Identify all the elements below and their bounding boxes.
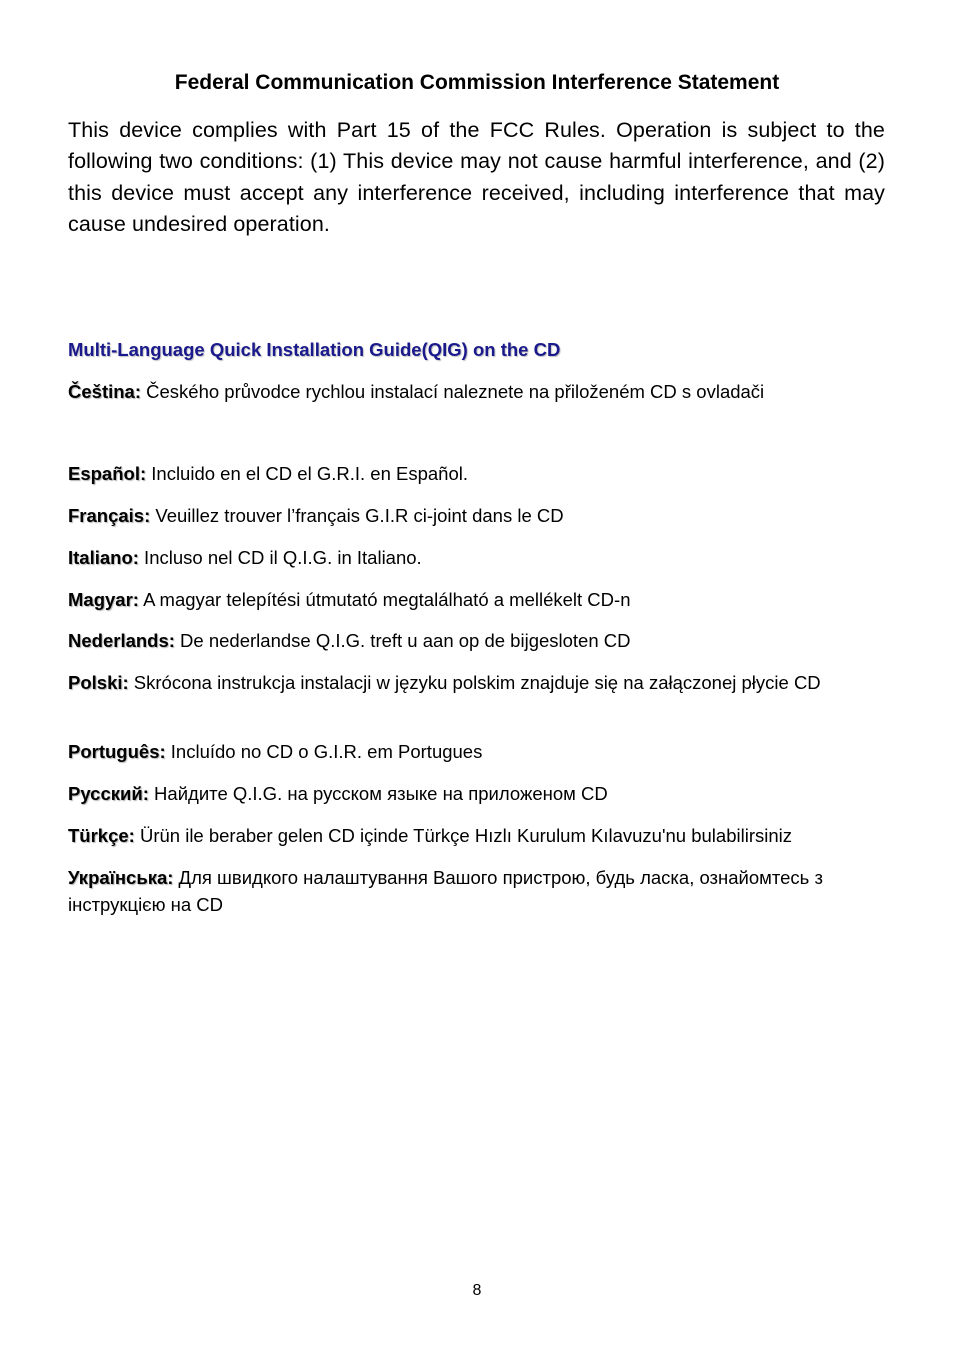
lang-text: Incluso nel CD il Q.I.G. in Italiano.	[138, 547, 422, 568]
lang-entry-ukrainian	[68, 864, 888, 918]
lang-name: Nederlands:	[68, 630, 175, 651]
lang-name: Magyar:	[68, 589, 139, 610]
lang-entry-portuguese	[68, 738, 888, 765]
lang-text: Skrócona instrukcja instalacji w języku polskim znajduje się na załączonej płycie CD	[128, 672, 821, 693]
lang-name: Italiano:	[68, 547, 139, 568]
lang-entry-french	[68, 502, 888, 529]
lang-text: Найдите Q.I.G. на русском языке на приложеном CD	[148, 783, 608, 804]
lang-name: Español:	[68, 463, 147, 484]
lang-entry-dutch	[68, 627, 888, 654]
lang-entry-russian	[68, 780, 888, 807]
lang-text: Veuillez trouver l’français G.I.R ci-joint dans le CD	[150, 505, 564, 526]
fcc-statement-title: Federal Communication Commission Interference Statement	[174, 71, 780, 94]
lang-entry-polish	[68, 669, 888, 696]
lang-text: A magyar telepítési útmutató megtalálható a mellékelt CD-n	[138, 589, 631, 610]
lang-entry-italian	[68, 544, 888, 571]
lang-name: Українська:	[68, 867, 174, 888]
lang-name: Русский:	[68, 783, 149, 804]
lang-text: Для швидкого налаштування Вашого пристрою, будь ласка, ознайомтесь з інструкцією на CD	[68, 867, 823, 915]
fcc-statement-body: This device complies with Part 15 of the FCC Rules. Operation is subject to the following two conditions: (1) This device may not cause harmful interference, and (2) this device must accept any interference received, including interference that may cause undesired operation.	[68, 118, 885, 236]
lang-name: Français:	[68, 505, 151, 526]
lang-entry-turkish	[68, 822, 888, 849]
lang-text: Incluído no CD o G.I.R. em Portugues	[165, 741, 483, 762]
lang-text: Českého průvodce rychlou instalací naleznete na přiloženém CD s ovladači	[141, 381, 765, 402]
lang-entry-spanish	[68, 460, 888, 487]
lang-text: De nederlandse Q.I.G. treft u aan op de bijgesloten CD	[174, 630, 631, 651]
lang-entry-hungarian	[68, 586, 888, 613]
lang-text: Ürün ile beraber gelen CD içinde Türkçe Hızlı Kurulum Kılavuzu'nu bulabilirsiniz	[134, 825, 792, 846]
page-number: 8	[472, 1282, 482, 1299]
lang-text: Incluido en el CD el G.R.I. en Español.	[146, 463, 468, 484]
lang-name: Polski:	[68, 672, 129, 693]
lang-name: Türkçe:	[68, 825, 135, 846]
lang-name: Čeština:	[68, 381, 141, 402]
qig-heading: Multi-Language Quick Installation Guide(QIG) on the CD	[68, 339, 561, 360]
lang-entry-czech	[68, 378, 888, 405]
lang-name: Português:	[68, 741, 166, 762]
